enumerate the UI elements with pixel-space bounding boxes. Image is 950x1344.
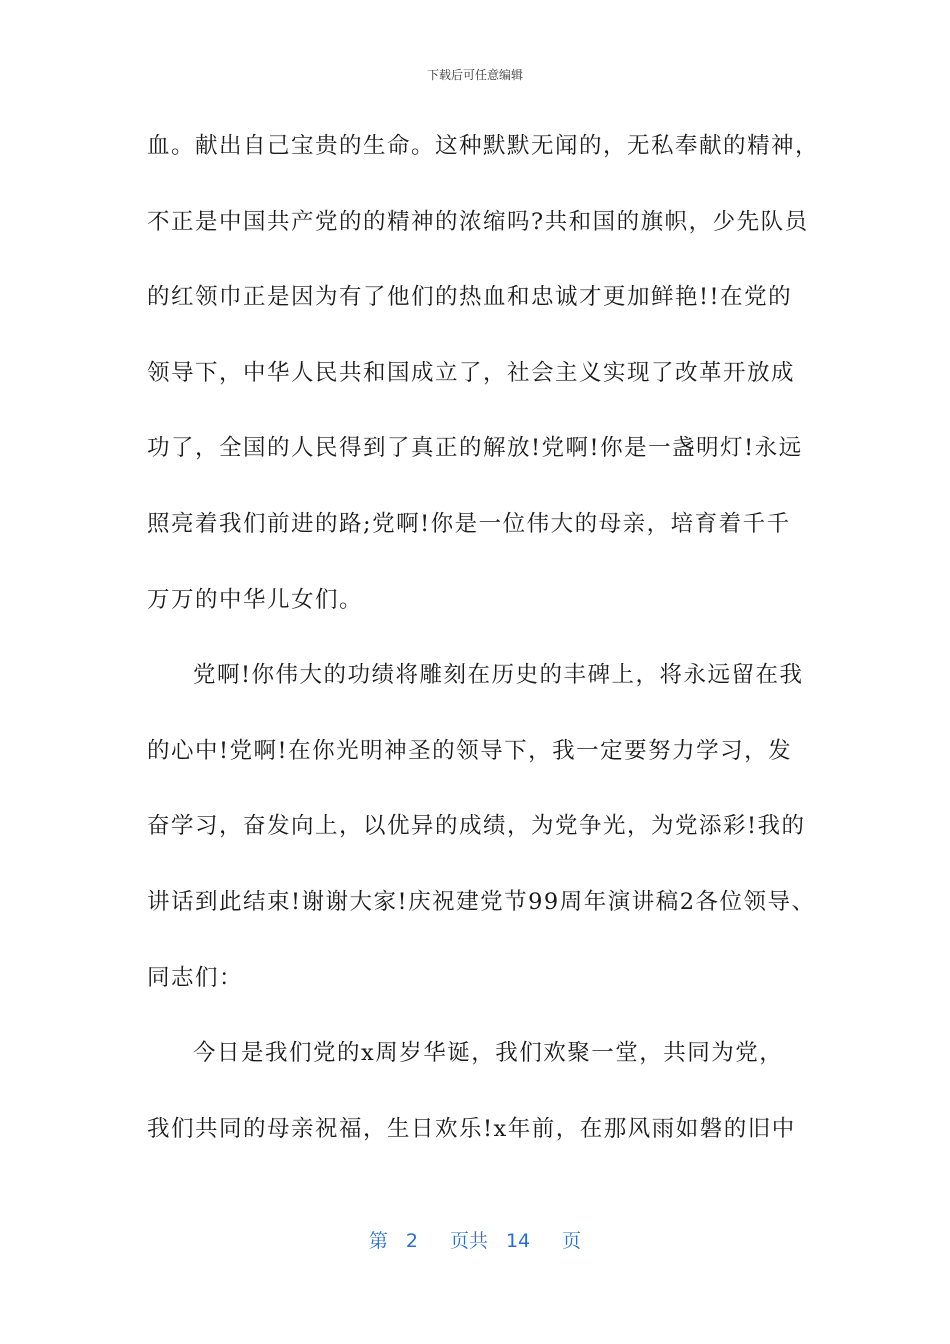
body-line: 领导下，中华人民共和国成立了，社会主义实现了改革开放成 [147, 359, 796, 386]
body-line: 今日是我们党的x周岁华诞，我们欢聚一堂，共同为党， [193, 1040, 784, 1067]
page-label-mid: 页共 [449, 1230, 488, 1252]
body-line: 讲话到此结束!谢谢大家!庆祝建党节99周年演讲稿2各位领导、 [147, 888, 816, 915]
body-line: 不正是中国共产党的的精神的浓缩吗?共和国的旗帜，少先队员 [147, 208, 809, 235]
body-line: 血。献出自己宝贵的生命。这种默默无闻的，无私奉献的精神， [147, 133, 820, 159]
page-number: 2 [405, 1230, 418, 1252]
page-label-prefix: 第 [368, 1230, 388, 1252]
document-body [147, 122, 827, 1180]
body-line: 照亮着我们前进的路;党啊!你是一位伟大的母亲，培育着千千 [147, 510, 791, 537]
body-line: 功了，全国的人民得到了真正的解放!党啊!你是一盏明灯!永远 [147, 435, 803, 462]
total-pages: 14 [505, 1230, 531, 1252]
body-line: 同志们： [147, 964, 244, 991]
page-footer [0, 1226, 950, 1253]
header-note: 下载后可任意编辑 [426, 68, 523, 82]
body-line: 我们共同的母亲祝福，生日欢乐!x年前，在那风雨如磐的旧中 [147, 1115, 796, 1142]
page-label-suffix: 页 [562, 1230, 582, 1252]
body-line: 的红领巾正是因为有了他们的热血和忠诚才更加鲜艳!!在党的 [147, 284, 793, 311]
body-line: 党啊!你伟大的功绩将雕刻在历史的丰碑上，将永远留在我 [193, 662, 804, 689]
body-line: 的心中!党啊!在你光明神圣的领导下，我一定要努力学习，发 [147, 737, 793, 764]
body-line: 奋学习，奋发向上，以优异的成绩，为党争光，为党添彩!我的 [147, 813, 806, 840]
body-line: 万万的中华儿女们。 [147, 586, 364, 613]
